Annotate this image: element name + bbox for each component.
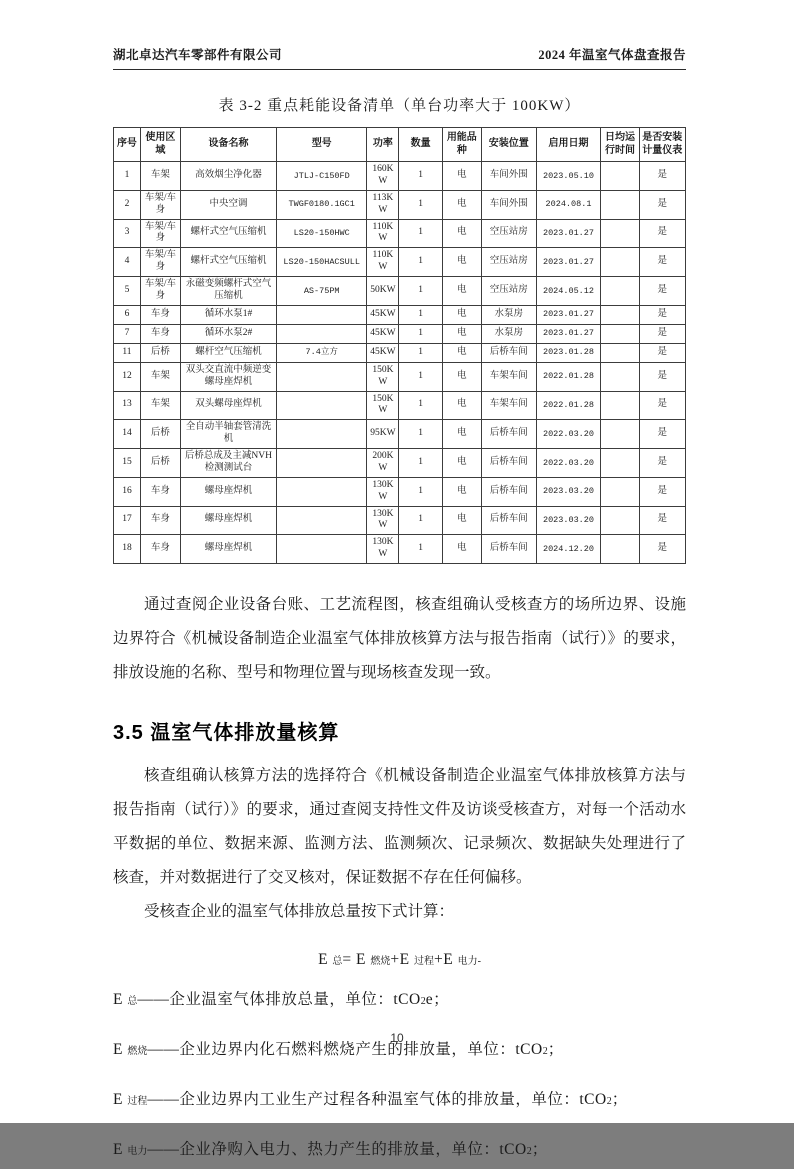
table-row [114,420,686,449]
table-cell: 1 [399,190,442,219]
table-cell: 水泵房 [481,324,536,343]
table-cell: 电 [442,535,481,564]
formula-text: ——企业边界内化石燃料燃烧产生的排放量，单位：tCO [147,1041,543,1058]
table-cell: 螺母座焊机 [180,506,276,535]
table-cell: 45KW [367,305,399,324]
subscript-text: 燃烧 [127,1046,148,1057]
table-cell: 螺母座焊机 [180,535,276,564]
table-cell: 车架 [140,391,180,420]
subscript-text: 过程 [413,956,434,967]
table-cell: 16 [114,477,141,506]
table-cell: 电 [442,305,481,324]
formula-text: ； [531,1141,548,1158]
table-cell [601,477,639,506]
table-cell: 1 [399,449,442,478]
table-cell [601,362,639,391]
table-cell: 是 [639,391,685,420]
table-cell: 车架/车身 [140,190,180,219]
emission-total-formula [113,951,686,969]
table-cell: 150KW [367,391,399,420]
table-cell: 后桥车间 [481,477,536,506]
table-cell: 2022.03.20 [536,420,601,449]
table-cell [601,420,639,449]
table-cell: 车间外围 [481,162,536,191]
table-cell: 是 [639,277,685,306]
table-row [114,277,686,306]
table-cell: 1 [399,343,442,362]
table-cell: 是 [639,535,685,564]
table-cell [601,449,639,478]
definition-line [113,983,686,1019]
definition-line [113,1133,686,1169]
table-cell: 1 [399,248,442,277]
table-cell [601,343,639,362]
table-cell: 后桥车间 [481,506,536,535]
table-cell: 1 [399,324,442,343]
table-header-cell: 用能品种 [442,128,481,162]
table-cell: 2 [114,190,141,219]
table-cell: 1 [399,477,442,506]
table-cell: 2024.12.20 [536,535,601,564]
table-cell: 后桥 [140,420,180,449]
table-cell: 电 [442,391,481,420]
table-cell: LS20-150HWC [277,219,367,248]
table-cell: 2023.01.28 [536,343,601,362]
table-row [114,449,686,478]
table-cell: 永磁变频螺杆式空气压缩机 [180,277,276,306]
table-cell: 45KW [367,343,399,362]
formula-text: ——企业净购入电力、热力产生的排放量，单位：tCO [147,1141,527,1158]
table-title: 表 3-2 重点耗能设备清单（单台功率大于 100KW） [218,98,581,114]
table-cell: 车架/车身 [140,277,180,306]
table-cell: 电 [442,420,481,449]
table-cell: 是 [639,219,685,248]
table-row [114,162,686,191]
table-cell: 电 [442,248,481,277]
table-cell: 是 [639,449,685,478]
table-row [114,219,686,248]
table-cell: 2022.01.28 [536,362,601,391]
table-header-cell: 型号 [277,128,367,162]
table-cell [277,324,367,343]
table-header-cell: 是否安装计量仪表 [639,128,685,162]
table-cell: 200KW [367,449,399,478]
formula-text: ——企业温室气体排放总量，单位：tCO [137,991,421,1008]
table-cell: LS20-150HACSULL [277,248,367,277]
definition-line [113,1083,686,1119]
table-cell: 2023.01.27 [536,248,601,277]
table-cell: 车架/车身 [140,219,180,248]
table-cell: 130KW [367,506,399,535]
table-cell: 1 [399,506,442,535]
table-cell: 15 [114,449,141,478]
subscript-text: 燃烧 [370,956,391,967]
table-cell: 3 [114,219,141,248]
table-header-cell: 序号 [114,128,141,162]
subscript-text: 过程 [127,1096,148,1107]
table-cell [601,190,639,219]
table-cell: 车架车间 [481,391,536,420]
formula-text: E [113,1141,128,1158]
table-cell: 1 [399,277,442,306]
formula-text: E [113,991,128,1008]
table-cell [601,324,639,343]
table-cell: 150KW [367,362,399,391]
formula-text: ； [611,1091,628,1108]
table-cell: 电 [442,162,481,191]
table-cell [277,391,367,420]
table-cell [601,391,639,420]
table-cell: 水泵房 [481,305,536,324]
table-cell: 95KW [367,420,399,449]
table-cell: 2024.05.12 [536,277,601,306]
table-cell: 是 [639,477,685,506]
table-cell: 空压站房 [481,219,536,248]
subscript-text: 电力- [457,956,481,967]
table-cell [601,305,639,324]
table-cell: 双头螺母座焊机 [180,391,276,420]
table-cell: TWGF0180.1GC1 [277,190,367,219]
subscript-text: 总 [127,996,138,1007]
table-cell: 160KW [367,162,399,191]
table-cell: 7.4立方 [277,343,367,362]
table-row [114,343,686,362]
table-cell [601,506,639,535]
table-cell: 高效烟尘净化器 [180,162,276,191]
table-cell: 循环水泵2# [180,324,276,343]
table-cell: 113KW [367,190,399,219]
table-cell: 11 [114,343,141,362]
table-cell: 车身 [140,535,180,564]
table-cell: 循环水泵1# [180,305,276,324]
header-company-name: 湖北卓达汽车零部件有限公司 [113,48,283,62]
table-cell [277,420,367,449]
formula-text: +E [433,951,458,968]
table-cell: 空压站房 [481,277,536,306]
table-cell [277,477,367,506]
table-cell: 1 [399,391,442,420]
table-header-cell: 使用区域 [140,128,180,162]
table-row [114,391,686,420]
table-row [114,190,686,219]
formula-text: = E [342,951,371,968]
table-header-cell: 设备名称 [180,128,276,162]
table-cell: 130KW [367,535,399,564]
table-cell: 是 [639,362,685,391]
table-header-cell: 安装位置 [481,128,536,162]
table-cell [601,162,639,191]
table-row [114,248,686,277]
table-cell: 14 [114,420,141,449]
table-cell: 是 [639,324,685,343]
table-cell: 是 [639,343,685,362]
formula-text: +E [390,951,414,968]
table-cell: 是 [639,248,685,277]
formula-text: ——企业边界内工业生产过程各种温室气体的排放量，单位：tCO [147,1091,607,1108]
table-cell: 是 [639,420,685,449]
table-header-cell: 功率 [367,128,399,162]
table-cell [601,248,639,277]
table-cell [277,362,367,391]
table-cell: 车身 [140,477,180,506]
table-cell: 后桥车间 [481,420,536,449]
table-cell: 17 [114,506,141,535]
subscript-text: 2 [606,1096,612,1107]
table-cell [601,219,639,248]
formula-text: e； [425,991,450,1008]
table-header-row [114,128,686,162]
table-cell: 45KW [367,324,399,343]
table-cell: 后桥总成及主减NVH检测测试台 [180,449,276,478]
table-cell [277,506,367,535]
table-cell: 1 [399,162,442,191]
table-cell: 车身 [140,305,180,324]
formula-text: E [318,951,333,968]
table-row [114,362,686,391]
table-cell: 后桥车间 [481,343,536,362]
table-cell: AS-75PM [277,277,367,306]
table-cell: 1 [399,420,442,449]
paragraph-formula-intro: 受核查企业的温室气体排放总量按下式计算： [144,903,455,920]
table-cell: 电 [442,324,481,343]
table-cell [277,305,367,324]
table-cell: 2023.05.10 [536,162,601,191]
table-cell: 电 [442,277,481,306]
table-cell: 2023.01.27 [536,324,601,343]
page-number: 10 [390,1031,404,1045]
table-cell: 4 [114,248,141,277]
table-cell: 6 [114,305,141,324]
table-header-cell: 数量 [399,128,442,162]
table-header-cell: 日均运行时间 [601,128,639,162]
table-cell: 电 [442,190,481,219]
table-cell: 是 [639,190,685,219]
table-row [114,324,686,343]
table-cell: 空压站房 [481,248,536,277]
table-cell: 车身 [140,324,180,343]
table-cell: 5 [114,277,141,306]
table-cell: 2023.01.27 [536,219,601,248]
table-cell [601,277,639,306]
subscript-text: 总 [332,956,343,967]
table-cell: 1 [114,162,141,191]
table-row [114,535,686,564]
table-cell: 螺杆式空气压缩机 [180,248,276,277]
table-cell [277,449,367,478]
formula-text: E [113,1041,128,1058]
table-cell: 全自动半轴套管清洗机 [180,420,276,449]
table-cell: 2023.03.20 [536,506,601,535]
table-row [114,506,686,535]
table-cell: 50KW [367,277,399,306]
formula-definitions [113,983,686,1169]
table-cell: 1 [399,305,442,324]
table-cell: 130KW [367,477,399,506]
table-cell: 18 [114,535,141,564]
subscript-text: 2 [526,1146,532,1157]
table-cell: 螺母座焊机 [180,477,276,506]
table-cell: 车架车间 [481,362,536,391]
table-cell: 电 [442,219,481,248]
table-cell: 电 [442,477,481,506]
header-report-title: 2024 年温室气体盘查报告 [538,48,686,62]
equipment-table [113,127,686,564]
table-cell: 螺杆空气压缩机 [180,343,276,362]
table-cell: 电 [442,449,481,478]
table-cell: 110KW [367,219,399,248]
table-cell: 2022.03.20 [536,449,601,478]
table-header-cell: 启用日期 [536,128,601,162]
table-cell: JTLJ-C150FD [277,162,367,191]
running-header [113,45,686,70]
paragraph-method-confirmation: 核查组确认核算方法的选择符合《机械设备制造企业温室气体排放核算方法与报告指南（试行）》的要求，通过查阅支持性文件及访谈受核查方，对每一个活动水平数据的单位、数据来源、监测方法、监测频次、记录频次、数据缺失处理进行了核查，并对数据进行了交叉核对，保证数据不存在任何偏移。 [113,767,686,886]
table-cell [277,535,367,564]
subscript-text: 电力 [127,1146,148,1157]
table-cell: 是 [639,305,685,324]
table-body [114,162,686,564]
table-cell: 车架 [140,362,180,391]
table-cell: 110KW [367,248,399,277]
table-cell: 车间外围 [481,190,536,219]
table-cell: 13 [114,391,141,420]
table-row [114,477,686,506]
table-cell: 7 [114,324,141,343]
paragraph-boundary-confirmation: 通过查阅企业设备台账、工艺流程图，核查组确认受核查方的场所边界、设施边界符合《机械设备制造企业温室气体排放核算方法与报告指南（试行）》的要求，排放设施的名称、型号和物理位置与现场核查发现一致。 [113,596,686,681]
table-cell: 电 [442,343,481,362]
table-cell: 后桥车间 [481,449,536,478]
table-cell: 1 [399,219,442,248]
table-cell: 车架 [140,162,180,191]
table-cell: 双头交直流中频逆变螺母座焊机 [180,362,276,391]
table-cell: 后桥车间 [481,535,536,564]
table-row [114,305,686,324]
table-cell: 车架/车身 [140,248,180,277]
table-cell [601,535,639,564]
table-cell: 是 [639,506,685,535]
section-heading-3-5: 3.5 温室气体排放量核算 [113,722,340,744]
table-cell: 2022.01.28 [536,391,601,420]
subscript-text: 2 [542,1046,548,1057]
table-cell: 是 [639,162,685,191]
table-cell: 2024.08.1 [536,190,601,219]
table-cell: 12 [114,362,141,391]
formula-text: ； [547,1041,564,1058]
formula-text: E [113,1091,128,1108]
table-cell: 1 [399,535,442,564]
table-cell: 2023.01.27 [536,305,601,324]
table-cell: 2023.03.20 [536,477,601,506]
table-cell: 螺杆式空气压缩机 [180,219,276,248]
table-cell: 车身 [140,506,180,535]
table-cell: 中央空调 [180,190,276,219]
subscript-text: 2 [420,996,426,1007]
table-cell: 电 [442,362,481,391]
table-cell: 后桥 [140,343,180,362]
table-cell: 电 [442,506,481,535]
table-cell: 1 [399,362,442,391]
table-cell: 后桥 [140,449,180,478]
